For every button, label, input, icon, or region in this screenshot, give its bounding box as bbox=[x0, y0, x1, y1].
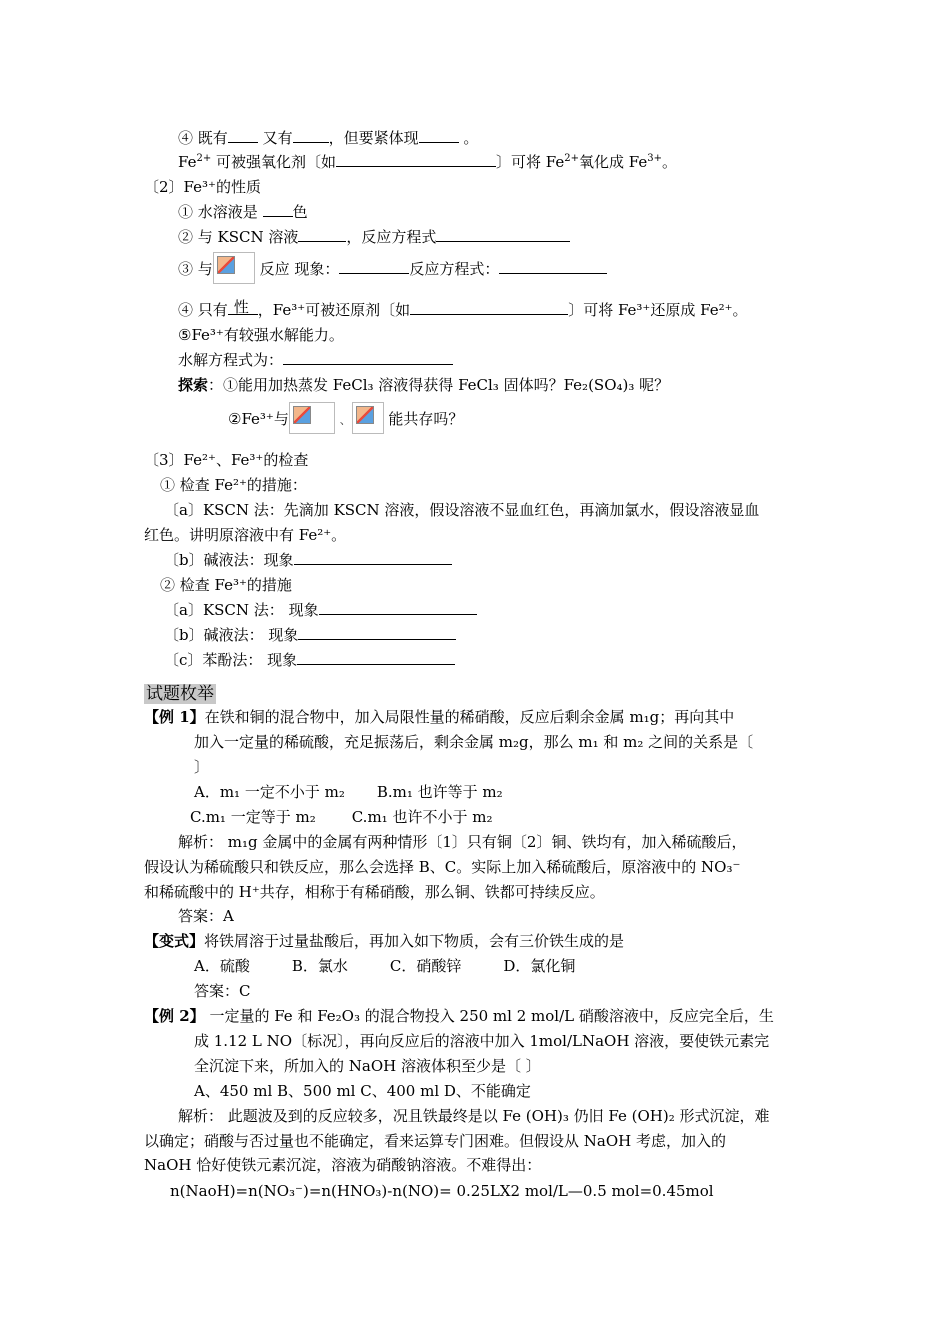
fe3-phenol bbox=[164, 650, 455, 670]
text: ，Fe³⁺可被还原剂〔如 bbox=[257, 301, 411, 319]
text: ，但要紧体现 bbox=[328, 129, 419, 147]
image-placeholder-icon bbox=[289, 402, 335, 434]
blank bbox=[436, 227, 570, 242]
text: ② 与 KSCN 溶液 bbox=[178, 228, 299, 246]
blank bbox=[298, 625, 456, 640]
check-fe2: ① 检查 Fe²⁺的措施： bbox=[160, 476, 307, 494]
text: ④ 既有 bbox=[178, 129, 228, 147]
blank bbox=[298, 227, 346, 242]
sup: 2+ bbox=[196, 153, 212, 164]
fe3-kscn bbox=[164, 600, 477, 620]
example-1-line-2: 加入一定量的稀硫酸，充足振荡后，剩余金属 m₂g，那么 m₁ 和 m₂ 之间的关系是〔 bbox=[194, 733, 754, 751]
text: 色 bbox=[292, 203, 308, 221]
text: ④ 只有 bbox=[178, 301, 228, 319]
blank bbox=[283, 350, 453, 365]
text: 〔b〕碱液法： 现象 bbox=[164, 626, 299, 644]
example-1-analysis-1: 解析： m₁g 金属中的金属有两种情形〔1〕只有铜〔2〕铜、铁均有，加入稀硫酸后， bbox=[178, 833, 747, 851]
example-2-line-1 bbox=[144, 1006, 774, 1026]
blank bbox=[339, 259, 409, 274]
text: 〔a〕KSCN 法： 现象 bbox=[164, 601, 319, 619]
item-color bbox=[178, 202, 308, 222]
text: B.m₁ 也许等于 m₂ bbox=[376, 783, 503, 801]
section-examples-title bbox=[144, 684, 216, 704]
blank bbox=[294, 550, 452, 565]
text: 在铁和铜的混合物中，加入局限性量的稀硝酸，反应后剩余金属 m₁g；再向其中 bbox=[204, 708, 735, 726]
item-oxidize bbox=[178, 300, 748, 320]
item-react bbox=[178, 252, 607, 284]
variant-answer: 答案：C bbox=[194, 982, 251, 1000]
example-2-line-2: 成 1.12 L NO〔标况〕，再向反应后的溶液中加入 1mol/LNaOH 溶液，要使铁元素完 bbox=[194, 1032, 770, 1050]
text: C.m₁ 一定等于 m₂ bbox=[190, 808, 316, 826]
line-both bbox=[178, 128, 478, 148]
text: 〕可将 Fe³⁺还原成 Fe²⁺。 bbox=[568, 301, 748, 319]
text: 探索 bbox=[178, 376, 209, 394]
blank bbox=[319, 600, 477, 615]
text: 性 bbox=[233, 298, 249, 316]
explore-1 bbox=[178, 375, 669, 395]
item-kscn bbox=[178, 227, 570, 247]
line-fe2-oxidize bbox=[178, 152, 677, 172]
sup: 3+ bbox=[647, 153, 662, 164]
text: 一定量的 Fe 和 Fe₂O₃ 的混合物投入 250 ml 2 mol/L 硝酸溶液中，反应完全后，生 bbox=[204, 1007, 774, 1025]
fe3-alkali bbox=[164, 625, 456, 645]
example-1-line-1 bbox=[144, 707, 734, 727]
blank bbox=[410, 300, 568, 315]
kscn-method-2: 红色。讲明原溶液中有 Fe²⁺。 bbox=[144, 526, 347, 544]
text: 、 bbox=[339, 413, 352, 427]
example-2-analysis-2: 以确定；硝酸与否过量也不能确定，看来运算专门困难。但假设从 NaOH 考虑，加入的 bbox=[144, 1132, 726, 1150]
kscn-method-1: 〔a〕KSCN 法：先滴加 KSCN 溶液，假设溶液不显血红色，再滴加氯水，假设溶液显血 bbox=[164, 501, 760, 519]
example-2-analysis-3: NaOH 恰好使铁元素沉淀，溶液为硝酸钠溶液。不难得出： bbox=[144, 1156, 542, 1174]
example-2-options: A、450 ml B、500 ml C、400 ml D、不能确定 bbox=[194, 1082, 531, 1100]
text: 水解方程式为： bbox=[178, 351, 284, 369]
item-hydrolysis-eq bbox=[178, 350, 453, 370]
check-fe3: ② 检查 Fe³⁺的措施 bbox=[160, 576, 292, 594]
alkali-method bbox=[164, 550, 452, 570]
text: ③ 与 bbox=[178, 260, 213, 278]
blank bbox=[499, 259, 607, 274]
example-2-line-3: 全沉淀下来，所加入的 NaOH 溶液体积至少是〔 〕 bbox=[194, 1057, 541, 1075]
text: A．m₁ 一定不小于 m₂ bbox=[194, 783, 345, 801]
text: 【例 1】 bbox=[144, 708, 205, 726]
text: 。 bbox=[661, 153, 677, 171]
image-placeholder-icon bbox=[352, 402, 384, 434]
text: 反应方程式： bbox=[409, 260, 500, 278]
text: 〔c〕苯酚法： 现象 bbox=[164, 651, 298, 669]
text: 能共存吗？ bbox=[388, 410, 464, 428]
text: ：①能用加热蒸发 FeCl₃ 溶液得获得 FeCl₃ 固体吗？Fe₂(SO₄)₃ 呢？ bbox=[208, 376, 670, 394]
text: ②Fe³⁺与 bbox=[228, 410, 289, 428]
variant-question bbox=[144, 931, 624, 951]
text: ，反应方程式 bbox=[346, 228, 437, 246]
example-2-formula: n(NaoH)=n(NO₃⁻)=n(HNO₃)-n(NO)= 0.25LX2 mol/L—0.5 mol=0.45mol bbox=[170, 1182, 714, 1200]
text: Fe bbox=[178, 153, 197, 171]
text: 〕可将 Fe bbox=[496, 153, 565, 171]
blank bbox=[228, 300, 258, 315]
example-1-analysis-2: 假设认为稀硫酸只和铁反应，那么会选择 B、C。实际上加入稀硫酸后，原溶液中的 NO₃⁻ bbox=[144, 858, 741, 876]
blank bbox=[419, 128, 459, 143]
text: 。 bbox=[463, 129, 479, 147]
example-1-answer: 答案：A bbox=[178, 907, 234, 925]
text: 试题枚举 bbox=[146, 684, 214, 704]
sup: 2+ bbox=[564, 153, 579, 164]
text: 反应 现象： bbox=[259, 260, 340, 278]
example-1-options-ab bbox=[194, 782, 503, 802]
text: 可被强氧化剂〔如 bbox=[211, 153, 336, 171]
text: D．氯化铜 bbox=[503, 957, 576, 975]
blank bbox=[263, 202, 293, 217]
heading-check: 〔3〕Fe²⁺、Fe³⁺的检查 bbox=[144, 451, 309, 469]
text: 【例 2】 bbox=[144, 1007, 205, 1025]
blank bbox=[228, 128, 258, 143]
text: B．氯水 bbox=[291, 957, 348, 975]
text: 【变式】 bbox=[144, 932, 205, 950]
text: C．硝酸锌 bbox=[389, 957, 462, 975]
blank bbox=[297, 650, 455, 665]
blank bbox=[336, 152, 496, 167]
item-hydrolysis: ⑤Fe³⁺有较强水解能力。 bbox=[178, 326, 344, 344]
explore-2 bbox=[228, 402, 463, 434]
text: ① 水溶液是 bbox=[178, 203, 258, 221]
image-placeholder-icon bbox=[213, 252, 255, 284]
example-1-options-cd bbox=[190, 807, 492, 827]
example-1-analysis-3: 和稀硫酸中的 H⁺共存，相称于有稀硝酸，那么铜、铁都可持续反应。 bbox=[144, 883, 605, 901]
text: C.m₁ 也许不小于 m₂ bbox=[351, 808, 493, 826]
heading-fe3: 〔2〕Fe³⁺的性质 bbox=[144, 178, 261, 196]
blank bbox=[293, 128, 329, 143]
example-1-line-3: 〕 bbox=[194, 758, 210, 776]
example-2-analysis-1: 解析： 此题波及到的反应较多，况且铁最终是以 Fe (OH)₃ 仍旧 Fe (OH)₂ 形式沉淀，难 bbox=[178, 1107, 770, 1125]
text: A．硫酸 bbox=[194, 957, 250, 975]
text: 〔b〕碱液法：现象 bbox=[164, 551, 294, 569]
variant-options bbox=[194, 956, 575, 976]
text: 将铁屑溶于过量盐酸后，再加入如下物质，会有三价铁生成的是 bbox=[204, 932, 625, 950]
text: 又有 bbox=[262, 129, 293, 147]
text: 氧化成 Fe bbox=[578, 153, 648, 171]
